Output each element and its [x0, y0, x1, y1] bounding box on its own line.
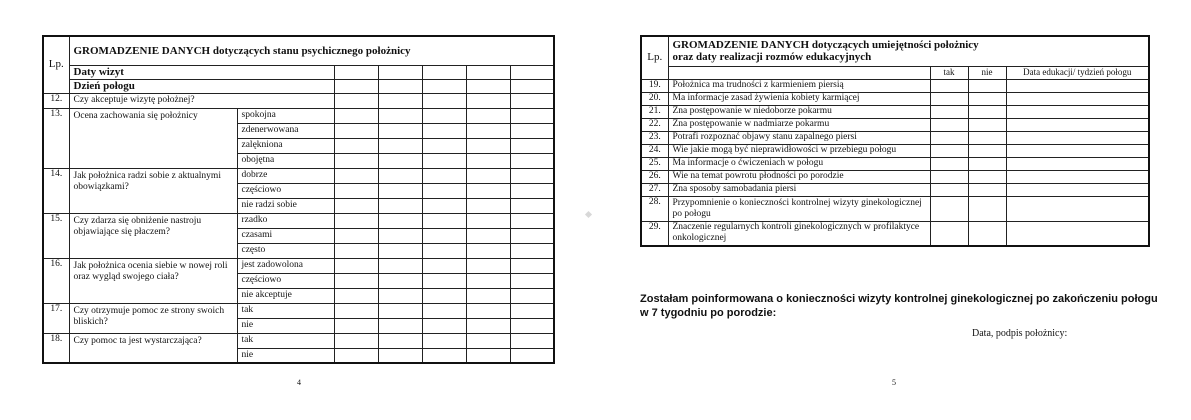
answer-cell[interactable] [378, 108, 422, 123]
nie-cell[interactable] [968, 131, 1006, 144]
answer-cell[interactable] [334, 108, 378, 123]
answer-cell[interactable] [466, 153, 510, 168]
answer-cell[interactable] [466, 183, 510, 198]
option-label: obojętna [237, 153, 334, 168]
answer-cell[interactable] [378, 123, 422, 138]
signature-label: Data, podpis położnicy: [972, 328, 1068, 339]
skill-text: Ma informacje zasad żywienia kobiety karmiącej [668, 92, 930, 105]
skill-text: Położnica ma trudności z karmieniem piersią [668, 79, 930, 92]
answer-cell[interactable] [378, 273, 422, 288]
answer-cell[interactable] [378, 288, 422, 303]
answer-cell[interactable] [378, 348, 422, 363]
date-cell[interactable] [1006, 105, 1149, 118]
table-row [43, 168, 554, 183]
answer-cell[interactable] [378, 303, 422, 318]
tak-cell[interactable] [930, 118, 968, 131]
table-row [641, 196, 1149, 221]
page-number-right: 5 [892, 378, 896, 387]
answer-cell[interactable] [510, 183, 554, 198]
option-label: spokojna [237, 108, 334, 123]
answer-cell[interactable] [510, 228, 554, 243]
answer-cell[interactable] [422, 288, 466, 303]
row-number: 18. [43, 333, 69, 363]
answer-cell[interactable] [334, 348, 378, 363]
question-text: Czy otrzymuje pomoc ze strony swoich bliskich? [69, 303, 237, 333]
table-row [641, 105, 1149, 118]
table-row [641, 157, 1149, 170]
row-number: 29. [641, 221, 668, 246]
nie-cell[interactable] [968, 144, 1006, 157]
question-text: Czy akceptuje wizytę położnej? [69, 93, 334, 108]
option-label: zdenerwowana [237, 123, 334, 138]
row-number: 21. [641, 105, 668, 118]
answer-cell[interactable] [378, 213, 422, 228]
skill-text: Potrafi rozpoznać objawy stanu zapalnego piersi [668, 131, 930, 144]
question-text: Czy pomoc ta jest wystarczająca? [69, 333, 237, 363]
answer-cell[interactable] [334, 333, 378, 348]
postpartum-day-cell[interactable] [466, 79, 510, 93]
option-label: częściowo [237, 273, 334, 288]
option-label: zalękniona [237, 138, 334, 153]
table-row [43, 258, 554, 273]
postpartum-day-cell[interactable] [334, 79, 378, 93]
answer-cell[interactable] [334, 213, 378, 228]
answer-cell[interactable] [378, 333, 422, 348]
answer-cell[interactable] [466, 108, 510, 123]
row-number: 15. [43, 213, 69, 258]
answer-cell[interactable] [422, 333, 466, 348]
tak-cell[interactable] [930, 79, 968, 92]
option-label: dobrze [237, 168, 334, 183]
answer-cell[interactable] [334, 123, 378, 138]
option-label: częściowo [237, 183, 334, 198]
tak-cell[interactable] [930, 105, 968, 118]
answer-cell[interactable] [466, 243, 510, 258]
skill-text: Znaczenie regularnych kontroli ginekologicznych w profilaktyce onkologicznej [668, 221, 930, 246]
postpartum-day-cell[interactable] [378, 79, 422, 93]
date-cell[interactable] [1006, 92, 1149, 105]
answer-cell[interactable] [422, 153, 466, 168]
postpartum-day-label: Dzień połogu [69, 79, 334, 93]
answer-cell[interactable] [466, 138, 510, 153]
date-cell[interactable] [1006, 144, 1149, 157]
answer-cell[interactable] [466, 168, 510, 183]
skill-text: Zna sposoby samobadania piersi [668, 183, 930, 196]
row-number: 25. [641, 157, 668, 170]
answer-cell[interactable] [334, 168, 378, 183]
answer-cell[interactable] [466, 213, 510, 228]
skill-text: Wie na temat powrotu płodności po porodzie [668, 170, 930, 183]
date-cell[interactable] [1006, 196, 1149, 221]
visit-dates-label: Daty wizyt [69, 65, 334, 79]
question-text: Ocena zachowania się położnicy [69, 108, 237, 168]
table-row [641, 221, 1149, 246]
row-number: 16. [43, 258, 69, 303]
skill-text: Zna postępowanie w nadmiarze pokarmu [668, 118, 930, 131]
answer-cell[interactable] [334, 288, 378, 303]
nie-cell[interactable] [968, 170, 1006, 183]
answer-cell[interactable] [378, 153, 422, 168]
answer-cell[interactable] [510, 303, 554, 318]
option-label: nie [237, 348, 334, 363]
date-cell[interactable] [1006, 131, 1149, 144]
row-number: 22. [641, 118, 668, 131]
answer-cell[interactable] [510, 108, 554, 123]
option-label: jest zadowolona [237, 258, 334, 273]
answer-cell[interactable] [422, 243, 466, 258]
answer-cell[interactable] [378, 138, 422, 153]
column-header-data: Data edukacji/ tydzień połogu [1006, 66, 1149, 79]
answer-cell[interactable] [510, 348, 554, 363]
answer-cell[interactable] [334, 138, 378, 153]
row-number: 28. [641, 196, 668, 221]
answer-cell[interactable] [510, 213, 554, 228]
tak-cell[interactable] [930, 221, 968, 246]
answer-cell[interactable] [510, 123, 554, 138]
option-label: rzadko [237, 213, 334, 228]
answer-cell[interactable] [422, 258, 466, 273]
table-row [43, 213, 554, 228]
row-number: 19. [641, 79, 668, 92]
answer-cell[interactable] [378, 318, 422, 333]
lp-header: Lp. [43, 36, 69, 93]
nie-cell[interactable] [968, 183, 1006, 196]
skill-text: Ma informacje o ćwiczeniach w połogu [668, 157, 930, 170]
answer-cell[interactable] [510, 168, 554, 183]
answer-cell[interactable] [510, 243, 554, 258]
answer-cell[interactable] [466, 93, 510, 108]
table-row [641, 131, 1149, 144]
answer-cell[interactable] [422, 228, 466, 243]
answer-cell[interactable] [466, 333, 510, 348]
visit-date-cell[interactable] [422, 65, 466, 79]
answer-cell[interactable] [422, 138, 466, 153]
answer-cell[interactable] [466, 228, 510, 243]
row-number: 12. [43, 93, 69, 108]
answer-cell[interactable] [510, 273, 554, 288]
table-row [641, 170, 1149, 183]
answer-cell[interactable] [334, 153, 378, 168]
table-row [641, 79, 1149, 92]
table-row [43, 303, 554, 318]
skills-education-table [640, 35, 1150, 247]
title-line-2: oraz daty realizacji rozmów edukacyjnych [672, 51, 872, 64]
row-number: 23. [641, 131, 668, 144]
nie-cell[interactable] [968, 105, 1006, 118]
answer-cell[interactable] [422, 168, 466, 183]
date-cell[interactable] [1006, 221, 1149, 246]
table-row [43, 108, 554, 123]
option-label: często [237, 243, 334, 258]
answer-cell[interactable] [466, 288, 510, 303]
answer-cell[interactable] [378, 228, 422, 243]
psych-state-table [42, 35, 555, 364]
answer-cell[interactable] [334, 183, 378, 198]
answer-cell[interactable] [510, 333, 554, 348]
question-text: Jak położnica ocenia siebie w nowej roli oraz wygląd swojego ciała? [69, 258, 237, 303]
visit-date-cell[interactable] [510, 65, 554, 79]
date-cell[interactable] [1006, 79, 1149, 92]
column-header-nie: nie [968, 66, 1006, 79]
answer-cell[interactable] [510, 198, 554, 213]
tak-cell[interactable] [930, 131, 968, 144]
center-fold-mark [585, 211, 592, 218]
column-header-empty [668, 66, 930, 79]
answer-cell[interactable] [422, 318, 466, 333]
nie-cell[interactable] [968, 221, 1006, 246]
skill-text: Przypomnienie o konieczności kontrolnej wizyty ginekologicznej po połogu [668, 196, 930, 221]
answer-cell[interactable] [334, 258, 378, 273]
nie-cell[interactable] [968, 196, 1006, 221]
answer-cell[interactable] [422, 93, 466, 108]
answer-cell[interactable] [378, 168, 422, 183]
answer-cell[interactable] [510, 153, 554, 168]
answer-cell[interactable] [422, 303, 466, 318]
answer-cell[interactable] [422, 108, 466, 123]
answer-cell[interactable] [466, 258, 510, 273]
answer-cell[interactable] [378, 243, 422, 258]
option-label: nie akceptuje [237, 288, 334, 303]
page-number-left: 4 [297, 378, 301, 387]
table-row [641, 92, 1149, 105]
answer-cell[interactable] [334, 243, 378, 258]
answer-cell[interactable] [334, 273, 378, 288]
nie-cell[interactable] [968, 92, 1006, 105]
answer-cell[interactable] [466, 318, 510, 333]
table-row [43, 93, 554, 108]
title-line-1: GROMADZENIE DANYCH dotyczących umiejętności położnicy [672, 39, 979, 52]
answer-cell[interactable] [334, 198, 378, 213]
row-number: 14. [43, 168, 69, 213]
row-number: 27. [641, 183, 668, 196]
option-label: tak [237, 303, 334, 318]
answer-cell[interactable] [466, 198, 510, 213]
row-number: 24. [641, 144, 668, 157]
answer-cell[interactable] [422, 273, 466, 288]
answer-cell[interactable] [422, 198, 466, 213]
row-number: 20. [641, 92, 668, 105]
answer-cell[interactable] [466, 273, 510, 288]
date-cell[interactable] [1006, 170, 1149, 183]
tak-cell[interactable] [930, 92, 968, 105]
table-row [43, 333, 554, 348]
answer-cell[interactable] [378, 93, 422, 108]
nie-cell[interactable] [968, 118, 1006, 131]
answer-cell[interactable] [422, 213, 466, 228]
info-statement: Zostałam poinformowana o konieczności wizyty kontrolnej ginekologicznej po zakończeniu połogu w 7 tygodniu po porodzie: [640, 293, 1158, 319]
option-label: nie radzi sobie [237, 198, 334, 213]
answer-cell[interactable] [334, 303, 378, 318]
row-number: 17. [43, 303, 69, 333]
skill-text: Wie jakie mogą być nieprawidłowości w przebiegu połogu [668, 144, 930, 157]
skill-text: Zna postępowanie w niedoborze pokarmu [668, 105, 930, 118]
table-title: GROMADZENIE DANYCH dotyczących stanu psychicznego położnicy [69, 36, 554, 65]
table-row [641, 118, 1149, 131]
nie-cell[interactable] [968, 79, 1006, 92]
answer-cell[interactable] [466, 348, 510, 363]
answer-cell[interactable] [510, 138, 554, 153]
column-header-tak: tak [930, 66, 968, 79]
tak-cell[interactable] [930, 196, 968, 221]
option-label: tak [237, 333, 334, 348]
answer-cell[interactable] [422, 123, 466, 138]
question-text: Jak położnica radzi sobie z aktualnymi obowiązkami? [69, 168, 237, 213]
answer-cell[interactable] [510, 258, 554, 273]
table-title [668, 36, 1149, 66]
question-text: Czy zdarza się obniżenie nastroju objawiające się płaczem? [69, 213, 237, 258]
answer-cell[interactable] [334, 93, 378, 108]
tak-cell[interactable] [930, 157, 968, 170]
answer-cell[interactable] [466, 303, 510, 318]
tak-cell[interactable] [930, 170, 968, 183]
answer-cell[interactable] [378, 183, 422, 198]
answer-cell[interactable] [378, 258, 422, 273]
date-cell[interactable] [1006, 157, 1149, 170]
table-row [641, 183, 1149, 196]
row-number: 26. [641, 170, 668, 183]
answer-cell[interactable] [510, 288, 554, 303]
tak-cell[interactable] [930, 183, 968, 196]
postpartum-day-cell[interactable] [422, 79, 466, 93]
nie-cell[interactable] [968, 157, 1006, 170]
option-label: nie [237, 318, 334, 333]
date-cell[interactable] [1006, 183, 1149, 196]
table-row [641, 144, 1149, 157]
lp-header: Lp. [641, 36, 668, 79]
answer-cell[interactable] [334, 318, 378, 333]
answer-cell[interactable] [422, 348, 466, 363]
answer-cell[interactable] [422, 183, 466, 198]
option-label: czasami [237, 228, 334, 243]
visit-date-cell[interactable] [334, 65, 378, 79]
row-number: 13. [43, 108, 69, 168]
date-cell[interactable] [1006, 118, 1149, 131]
answer-cell[interactable] [334, 228, 378, 243]
answer-cell[interactable] [510, 93, 554, 108]
visit-date-cell[interactable] [378, 65, 422, 79]
answer-cell[interactable] [510, 318, 554, 333]
postpartum-day-cell[interactable] [510, 79, 554, 93]
answer-cell[interactable] [466, 123, 510, 138]
tak-cell[interactable] [930, 144, 968, 157]
answer-cell[interactable] [378, 198, 422, 213]
visit-date-cell[interactable] [466, 65, 510, 79]
